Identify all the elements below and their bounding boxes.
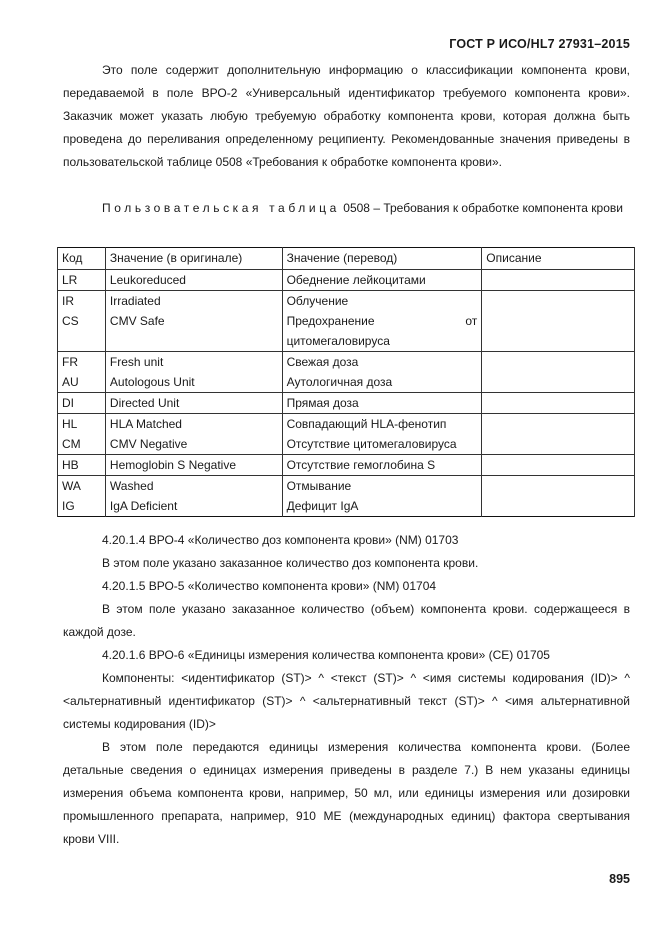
document-header: ГОСТ Р ИСО/HL7 27931–2015	[449, 37, 630, 51]
section-text-bpo6: В этом поле передаются единицы измерения количества компонента крови. (Более детальные сведения о единицах измерения приведены в разделе 7.) В нем указаны единицы измерения объема компонента крови, например, 50 мл, или единицы измерения или дозировки промышленного препарата, например, 910 МЕ (международных единиц) фактора свертывания крови VIII.	[63, 740, 630, 846]
cell-desc	[482, 414, 635, 435]
header-code: Код	[58, 248, 106, 270]
cell-trans	[282, 311, 482, 352]
cell-code: HL	[58, 414, 106, 435]
cell-orig: Washed	[105, 476, 282, 497]
cell-code: HB	[58, 455, 106, 476]
cell-orig: Directed Unit	[105, 393, 282, 414]
table-caption-label: Пользовательская таблица	[102, 201, 340, 215]
table-row	[58, 393, 635, 414]
cell-orig: Irradiated	[105, 291, 282, 312]
cell-trans: Отсутствие цитомегаловируса	[282, 434, 482, 455]
cell-code: IG	[58, 496, 106, 517]
cell-trans: Облучение	[282, 291, 482, 312]
cell-code: CS	[58, 311, 106, 352]
header-desc: Описание	[482, 248, 635, 270]
cell-code: DI	[58, 393, 106, 414]
cell-orig: IgA Deficient	[105, 496, 282, 517]
user-table-0508	[57, 247, 635, 517]
table-header-row	[58, 248, 635, 270]
table-row	[58, 311, 635, 352]
cell-code: IR	[58, 291, 106, 312]
cell-trans: Отмывание	[282, 476, 482, 497]
cell-orig: Hemoglobin S Negative	[105, 455, 282, 476]
table-row	[58, 434, 635, 455]
cell-orig: CMV Safe	[105, 311, 282, 352]
header-trans: Значение (перевод)	[282, 248, 482, 270]
cell-desc	[482, 393, 635, 414]
cell-desc	[482, 311, 635, 352]
cell-trans: Обеднение лейкоцитами	[282, 270, 482, 291]
section-components-bpo6: Компоненты: <идентификатор (ST)> ^ <текст (ST)> ^ <имя системы кодирования (ID)> ^ <альтернативный идентификатор (ST)> ^ <альтернативный текст (ST)> ^ <имя альтернативной системы кодирования (ID)>	[63, 671, 630, 731]
section-heading-bpo6: 4.20.1.6 ВРО-6 «Единицы измерения количества компонента крови» (СЕ) 01705	[102, 648, 550, 662]
cell-orig: Autologous Unit	[105, 372, 282, 393]
section-heading-bpo5: 4.20.1.5 ВРО-5 «Количество компонента крови» (NM) 01704	[102, 579, 437, 593]
cell-desc	[482, 496, 635, 517]
cell-orig: CMV Negative	[105, 434, 282, 455]
cell-orig: HLA Matched	[105, 414, 282, 435]
table-row	[58, 352, 635, 373]
cell-desc	[482, 455, 635, 476]
cell-trans-text: Предохранение от цитомегаловируса	[286, 314, 478, 348]
table-row	[58, 496, 635, 517]
cell-desc	[482, 476, 635, 497]
header-orig: Значение (в оригинале)	[105, 248, 282, 270]
cell-desc	[482, 291, 635, 312]
table-caption-dash: –	[373, 201, 380, 215]
table-row	[58, 455, 635, 476]
cell-desc	[482, 434, 635, 455]
cell-trans: Аутологичная доза	[282, 372, 482, 393]
table-caption	[63, 197, 630, 220]
table-row	[58, 414, 635, 435]
table-caption-title: Требования к обработке компонента крови	[383, 201, 623, 215]
cell-trans: Совпадающий HLA-фенотип	[282, 414, 482, 435]
cell-code: WA	[58, 476, 106, 497]
cell-trans: Отсутствие гемоглобина S	[282, 455, 482, 476]
page-number: 895	[609, 872, 630, 886]
section-heading-bpo4: 4.20.1.4 ВРО-4 «Количество доз компонента крови» (NM) 01703	[102, 533, 459, 547]
cell-desc	[482, 352, 635, 373]
table-row	[58, 291, 635, 312]
cell-code: AU	[58, 372, 106, 393]
cell-trans: Прямая доза	[282, 393, 482, 414]
cell-orig: Fresh unit	[105, 352, 282, 373]
cell-trans: Дефицит IgA	[282, 496, 482, 517]
table-caption-number: 0508	[343, 201, 370, 215]
section-text-bpo4: В этом поле указано заказанное количество доз компонента крови.	[102, 556, 479, 570]
cell-code: LR	[58, 270, 106, 291]
cell-desc	[482, 372, 635, 393]
cell-code: CM	[58, 434, 106, 455]
cell-desc	[482, 270, 635, 291]
intro-paragraph: Это поле содержит дополнительную информацию о классификации компонента крови, передаваемой в поле ВРО-2 «Универсальный идентификатор требуемого компонента крови». Заказчик может указать любую требуемую обработку компонента крови, которая должна быть проведена до переливания определенному реципиенту. Рекомендованные значения приведены в пользовательской таблице 0508 «Требования к обработке компонента крови».	[63, 63, 630, 169]
table-row	[58, 476, 635, 497]
table-row	[58, 270, 635, 291]
cell-trans: Свежая доза	[282, 352, 482, 373]
cell-orig: Leukoreduced	[105, 270, 282, 291]
cell-code: FR	[58, 352, 106, 373]
table-row	[58, 372, 635, 393]
section-text-bpo5: В этом поле указано заказанное количество (объем) компонента крови. содержащееся в каждой дозе.	[63, 602, 630, 639]
